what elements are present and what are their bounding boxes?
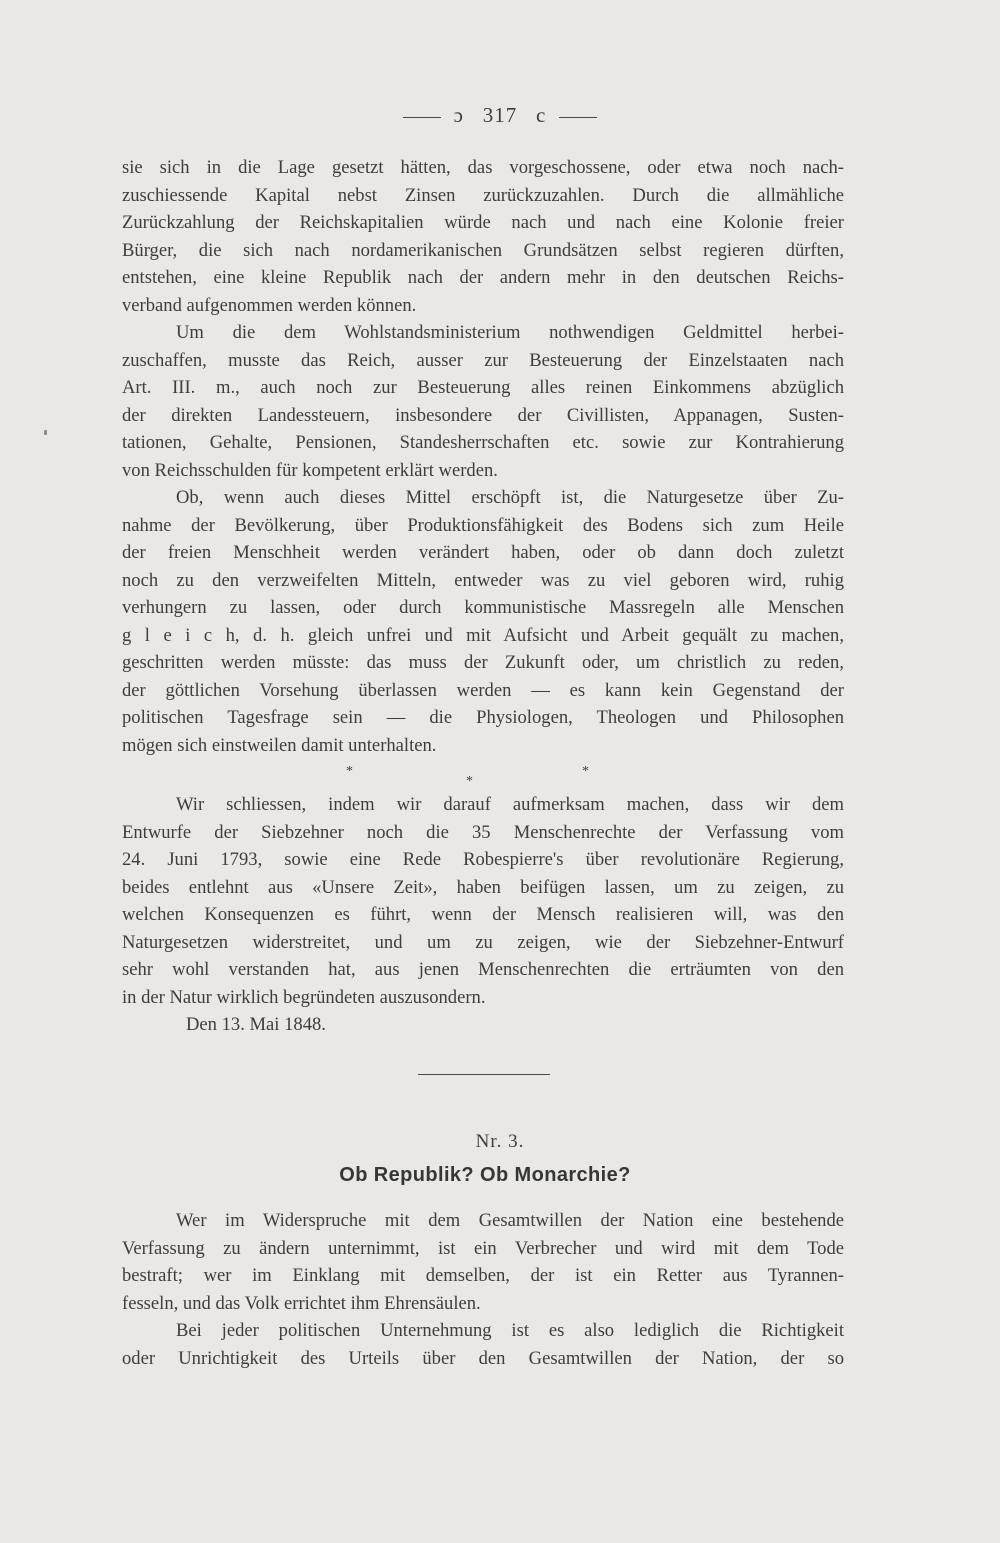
text-line: welchen Konsequenzen es führt, wenn der Mensch realisieren will, was den: [122, 904, 844, 925]
section-body-text: [122, 1207, 844, 1372]
text-line: sehr wohl verstanden hat, aus jenen Menschenrechten die erträumten von den: [122, 959, 844, 980]
text-line: Naturgesetzen widerstreitet, und um zu zeigen, wie der Siebzehner-Entwurf: [122, 931, 844, 953]
closing-paragraph: [122, 791, 844, 1039]
text-line: noch zu den verzweifelten Mitteln, entweder was zu viel geboren wird, ruhig: [122, 569, 844, 591]
text-line: der göttlichen Vorsehung überlassen werden — es kann kein Gegenstand der: [122, 679, 844, 701]
text-line: mögen sich einstweilen damit unterhalten.: [122, 734, 437, 756]
text-line: politischen Tagesfrage sein — die Physiologen, Theologen und Philosophen: [122, 707, 844, 728]
text-line: Wer im Widerspruche mit dem Gesamtwillen der Nation eine bestehende: [176, 1210, 844, 1231]
header-rule-left: [403, 117, 441, 118]
header-rule-right: [559, 117, 597, 118]
header-ornament-right: c: [536, 103, 547, 127]
text-line: verhungern zu lassen, oder durch kommunistische Massregeln alle Menschen: [122, 597, 844, 618]
text-line: von Reichsschulden für kompetent erklärt werden.: [122, 459, 498, 481]
text-line: oder Unrichtigkeit des Urteils über den Gesamtwillen der Nation, der so: [122, 1347, 844, 1369]
text-line: bestraft; wer im Einklang mit demselben, der ist ein Retter aus Tyrannen-: [122, 1265, 844, 1286]
asterisk: *: [346, 764, 353, 779]
text-line: Verfassung zu ändern unternimmt, ist ein Verbrecher und wird mit dem Tode: [122, 1237, 844, 1259]
text-line: Ob, wenn auch dieses Mittel erschöpft ist, die Naturgesetze über Zu-: [176, 487, 844, 508]
text-line: Bürger, die sich nach nordamerikanischen Grundsätzen selbst regieren dürften,: [122, 239, 844, 261]
text-line: tationen, Gehalte, Pensionen, Standesherrschaften etc. sowie zur Kontrahierung: [122, 432, 844, 453]
text-line: sie sich in die Lage gesetzt hätten, das vorgeschossene, oder etwa noch nach-: [122, 157, 844, 178]
asterisk: *: [466, 774, 473, 789]
text-line: fesseln, und das Volk errichtet ihm Ehrensäulen.: [122, 1292, 481, 1314]
body-text-continuation: [122, 154, 844, 759]
section-number: Nr. 3.: [475, 1131, 525, 1152]
section-title: Ob Republik? Ob Monarchie?: [339, 1164, 631, 1186]
text-line: Art. III. m., auch noch zur Besteuerung alles reinen Einkommens abzüglich: [122, 377, 844, 398]
text-line: zuschiessende Kapital nebst Zinsen zurückzuzahlen. Durch die allmähliche: [122, 184, 844, 206]
text-line: g l e i c h, d. h. gleich unfrei und mit Aufsicht und Arbeit gequält zu machen,: [122, 624, 844, 646]
page-number: 317: [482, 103, 518, 127]
section-break-asterisks: [0, 764, 1000, 789]
header-ornament-left: ɔ: [453, 103, 464, 127]
text-line: in der Natur wirklich begründeten auszusondern.: [122, 986, 486, 1008]
margin-speck: [44, 430, 47, 435]
text-line: der direkten Landessteuern, insbesondere der Civillisten, Appanagen, Susten-: [122, 404, 844, 426]
text-line: beides entlehnt aus «Unsere Zeit», haben beifügen lassen, um zu zeigen, zu: [122, 876, 844, 898]
asterisk: *: [582, 764, 589, 779]
text-line: 24. Juni 1793, sowie eine Rede Robespierre's über revolutionäre Regierung,: [122, 849, 844, 870]
section-divider: [418, 1074, 550, 1075]
text-line: zuschaffen, musste das Reich, ausser zur Besteuerung der Einzelstaaten nach: [122, 349, 844, 371]
date-line: Den 13. Mai 1848.: [186, 1014, 326, 1035]
page-header: [0, 103, 1000, 128]
text-line: Entwurfe der Siebzehner noch die 35 Menschenrechte der Verfassung vom: [122, 821, 844, 843]
text-line: geschritten werden müsste: das muss der Zukunft oder, um christlich zu reden,: [122, 652, 844, 673]
text-line: nahme der Bevölkerung, über Produktionsfähigkeit des Bodens sich zum Heile: [122, 514, 844, 536]
text-line: Um die dem Wohlstandsministerium nothwendigen Geldmittel herbei-: [176, 322, 844, 343]
text-line: Wir schliessen, indem wir darauf aufmerksam machen, dass wir dem: [176, 794, 844, 815]
text-line: Zurückzahlung der Reichskapitalien würde nach und nach eine Kolonie freier: [122, 212, 844, 233]
text-line: verband aufgenommen werden können.: [122, 294, 417, 316]
text-line: der freien Menschheit werden verändert haben, oder ob dann doch zuletzt: [122, 542, 844, 563]
text-line: entstehen, eine kleine Republik nach der andern mehr in den deutschen Reichs-: [122, 267, 844, 288]
text-line: Bei jeder politischen Unternehmung ist es also lediglich die Richtigkeit: [176, 1320, 844, 1341]
